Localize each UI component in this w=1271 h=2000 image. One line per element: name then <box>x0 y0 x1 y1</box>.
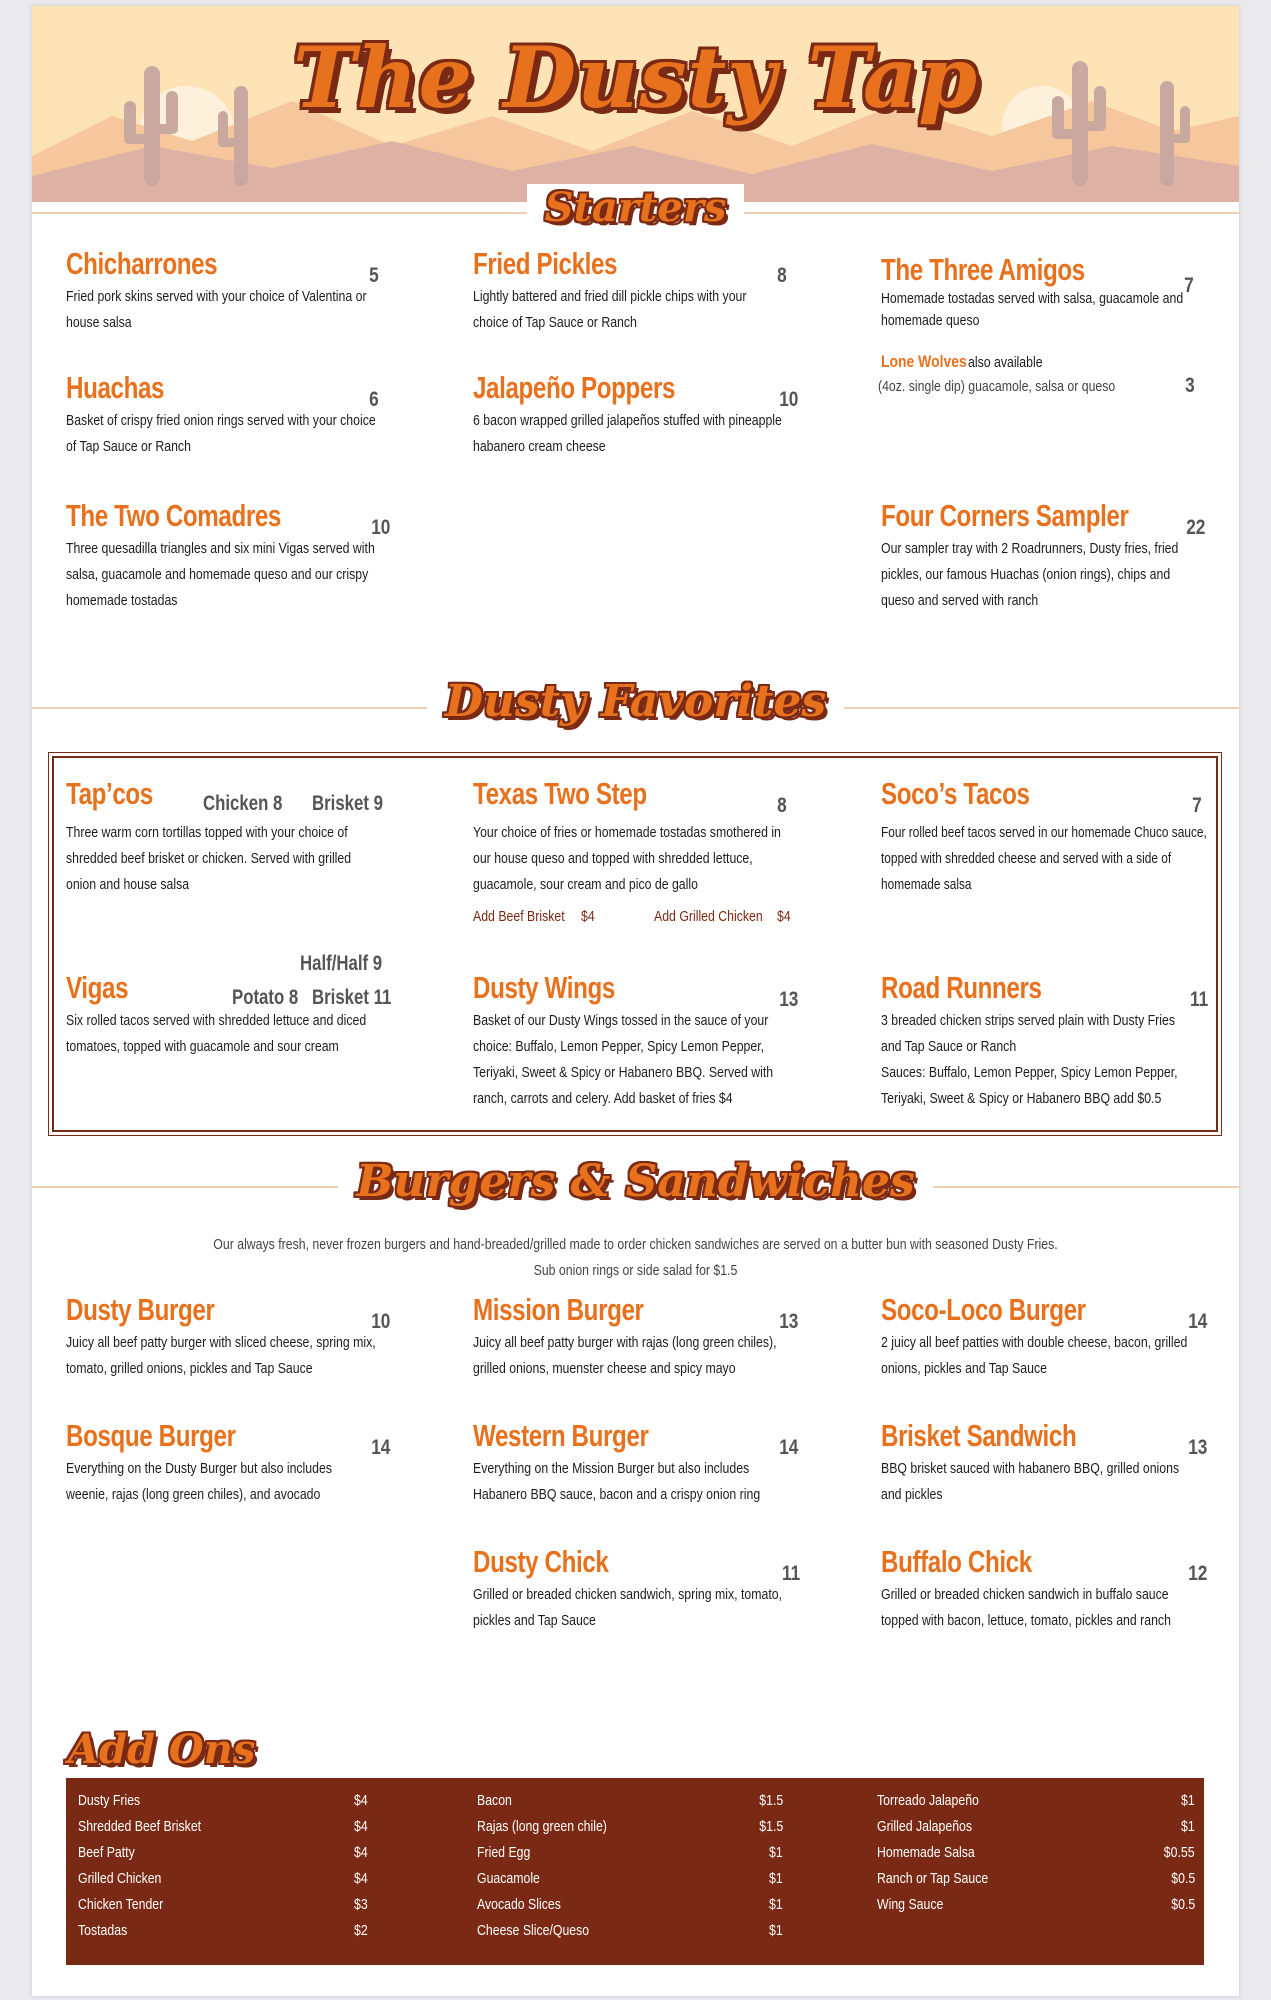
item-price: 10 <box>371 516 391 539</box>
item-description: Everything on the Mission Burger but also includes Habanero BBQ sauce, bacon and a crispy onion ring <box>473 1460 761 1503</box>
menu-item-buffalo-chick <box>881 1544 1201 1634</box>
item-price: 13 <box>779 1310 799 1333</box>
item-price: 14 <box>371 1436 391 1459</box>
addon-price: $0.5 <box>1171 1870 1195 1887</box>
addon-row <box>877 1896 1195 1922</box>
item-price: 8 <box>777 264 787 287</box>
addon-row <box>877 1818 1195 1844</box>
item-name: The Three Amigos <box>881 252 1085 287</box>
section-title-addons: Add Ons <box>68 1726 256 1773</box>
addon-name: Wing Sauce <box>877 1896 944 1913</box>
addon-name: Grilled Jalapeños <box>877 1818 973 1835</box>
add-label: Add <box>473 908 495 925</box>
burgers-note-line2: Sub onion rings or side salad for $1.5 <box>533 1262 738 1279</box>
item-price: 3 <box>1185 374 1195 397</box>
addon-name: Fried Egg <box>477 1844 531 1861</box>
item-description: 6 bacon wrapped grilled jalapeños stuffed with pineapple habanero cream cheese <box>473 412 782 455</box>
menu-item-dusty-chick <box>473 1544 793 1634</box>
addon-name: Torreado Jalapeño <box>877 1792 979 1809</box>
option-brisket: Brisket 11 <box>312 986 392 1009</box>
item-price: 11 <box>781 1562 801 1585</box>
item-description: Lightly battered and fried dill pickle chips with your choice of Tap Sauce or Ranch <box>473 288 747 331</box>
addon-price: $4 <box>777 908 791 925</box>
option-chicken: Chicken 8 <box>203 792 283 815</box>
item-name: Tap’cos <box>66 776 153 811</box>
item-description: Fried pork skins served with your choice of Valentina or house salsa <box>66 288 367 331</box>
addons-table <box>66 1778 1204 1965</box>
addon-price: $1 <box>1181 1818 1195 1835</box>
item-price: 6 <box>369 388 379 411</box>
addon-price: $4 <box>354 1870 368 1887</box>
item-name: Buffalo Chick <box>881 1544 1032 1579</box>
item-price: 14 <box>779 1436 799 1459</box>
item-name: Bosque Burger <box>66 1418 236 1453</box>
section-header-starters <box>32 184 1239 244</box>
addon-price: $1 <box>769 1844 783 1861</box>
section-title-burgers: Burgers & Sandwiches <box>338 1156 933 1207</box>
addon-price: $1 <box>769 1870 783 1887</box>
menu-page <box>32 6 1239 1996</box>
item-price: 13 <box>779 988 799 1011</box>
item-name: Mission Burger <box>473 1292 644 1327</box>
addon-price: $1 <box>769 1896 783 1913</box>
item-name: Western Burger <box>473 1418 649 1453</box>
item-description: Your choice of fries or homemade tostadas smothered in our house queso and topped with shredded lettuce, guacamole, sour cream and pico de gallo <box>473 824 781 893</box>
addon-name: Homemade Salsa <box>877 1844 975 1861</box>
addon-row <box>78 1792 368 1818</box>
item-description: Three warm corn tortillas topped with your choice of shredded beef brisket or chicken. Served with grilled onion and house salsa <box>66 824 352 893</box>
burgers-note-line1: Our always fresh, never frozen burgers and hand-breaded/grilled made to order chicken sandwiches are served on a butter bun with seasoned Dusty Fries. <box>213 1236 1058 1253</box>
item-name: Road Runners <box>881 970 1042 1005</box>
section-title-favorites: Dusty Favorites <box>427 676 844 727</box>
item-name: Soco-Loco Burger <box>881 1292 1086 1327</box>
addon-row <box>78 1896 368 1922</box>
menu-item-huachas <box>66 370 386 460</box>
item-description: Grilled or breaded chicken sandwich in buffalo sauce topped with bacon, lettuce, tomato, pickles and ranch <box>881 1586 1171 1629</box>
menu-item-four-corners-sampler <box>881 498 1201 614</box>
item-description: Juicy all beef patty burger with sliced cheese, spring mix, tomato, grilled onions, pickles and Tap Sauce <box>66 1334 376 1377</box>
addons-column-3 <box>877 1792 1195 1922</box>
item-description: 2 juicy all beef patties with double cheese, bacon, grilled onions, pickles and Tap Sauce <box>881 1334 1188 1377</box>
menu-item-fried-pickles <box>473 246 793 336</box>
addon-price: $2 <box>354 1922 368 1939</box>
item-price: 10 <box>371 1310 391 1333</box>
item-price: 8 <box>777 794 787 817</box>
addon-row <box>477 1844 783 1870</box>
menu-item-jalapeno-poppers <box>473 370 793 460</box>
addon-row <box>877 1844 1195 1870</box>
item-name: Fried Pickles <box>473 246 618 281</box>
item-name: Dusty Burger <box>66 1292 215 1327</box>
item-description: Basket of crispy fried onion rings served with your choice of Tap Sauce or Ranch <box>66 412 376 455</box>
addon-price: $4 <box>354 1792 368 1809</box>
item-name: Soco’s Tacos <box>881 776 1030 811</box>
item-description: Our sampler tray with 2 Roadrunners, Dusty fries, fried pickles, our famous Huachas (onion rings), chips and queso and served with ranch <box>881 540 1179 609</box>
item-description: BBQ brisket sauced with habanero BBQ, grilled onions and pickles <box>881 1460 1180 1503</box>
addon-name: Rajas (long green chile) <box>477 1818 607 1835</box>
item-description: Four rolled beef tacos served in our homemade Chuco sauce, topped with shredded cheese and served with a side of homemade salsa <box>881 825 1207 893</box>
item-name: Dusty Wings <box>473 970 615 1005</box>
header-banner <box>32 6 1239 206</box>
addon-row <box>78 1818 368 1844</box>
item-name: Jalapeño Poppers <box>473 370 676 405</box>
menu-item-chicharrones <box>66 246 386 336</box>
addon-row <box>477 1922 783 1948</box>
item-price: 5 <box>369 264 379 287</box>
addon-row <box>477 1818 783 1844</box>
item-description: Everything on the Dusty Burger but also includes weenie, rajas (long green chiles), and avocado <box>66 1460 332 1503</box>
addon-row <box>477 1896 783 1922</box>
addons-column-1 <box>78 1792 368 1948</box>
option-brisket: Brisket 9 <box>312 792 383 815</box>
add-item: Grilled Chicken <box>679 908 763 925</box>
addon-price: $1 <box>1181 1792 1195 1809</box>
addon-beef-brisket <box>473 908 565 925</box>
add-item: Beef Brisket <box>498 908 565 925</box>
menu-item-two-comadres <box>66 498 386 614</box>
item-description: Juicy all beef patty burger with rajas (long green chiles), grilled onions, muenster cheese and spicy mayo <box>473 1334 777 1377</box>
menu-item-bosque-burger <box>66 1418 386 1508</box>
addon-name: Shredded Beef Brisket <box>78 1818 202 1835</box>
item-description: Grilled or breaded chicken sandwich, spring mix, tomato, pickles and Tap Sauce <box>473 1586 783 1629</box>
item-name: Texas Two Step <box>473 776 647 811</box>
item-name: Four Corners Sampler <box>881 498 1129 533</box>
addon-row <box>78 1870 368 1896</box>
addon-price: $4 <box>354 1844 368 1861</box>
lone-wolves-label: Lone Wolves <box>881 352 967 371</box>
addon-price: $3 <box>354 1896 368 1913</box>
addon-grilled-chicken <box>654 908 763 925</box>
section-header-favorites <box>32 676 1239 736</box>
addon-row <box>477 1870 783 1896</box>
lone-wolves-note: also available <box>968 354 1043 371</box>
addon-row <box>477 1792 783 1818</box>
addon-name: Avocado Slices <box>477 1896 561 1913</box>
addon-name: Bacon <box>477 1792 512 1809</box>
menu-item-soco-loco-burger <box>881 1292 1201 1382</box>
item-price: 22 <box>1186 516 1206 539</box>
item-name: Chicharrones <box>66 246 218 281</box>
item-name: Vigas <box>66 970 129 1005</box>
addon-price: $1.5 <box>759 1818 783 1835</box>
addon-price: $0.55 <box>1164 1844 1195 1861</box>
item-price: 11 <box>1189 988 1209 1011</box>
addon-price: $0.5 <box>1171 1896 1195 1913</box>
menu-item-dusty-wings <box>473 970 793 1112</box>
add-label: Add <box>654 908 676 925</box>
addon-name: Cheese Slice/Queso <box>477 1922 590 1939</box>
item-name: The Two Comadres <box>66 498 281 533</box>
menu-item-texas-two-step <box>473 776 793 898</box>
addon-name: Beef Patty <box>78 1844 135 1861</box>
addon-row <box>877 1870 1195 1896</box>
item-price: 13 <box>1188 1436 1208 1459</box>
item-price: 7 <box>1184 274 1194 297</box>
addon-price: $1.5 <box>759 1792 783 1809</box>
addon-name: Dusty Fries <box>78 1792 141 1809</box>
addon-name: Ranch or Tap Sauce <box>877 1870 989 1887</box>
item-name: Dusty Chick <box>473 1544 609 1579</box>
item-description: Homemade tostadas served with salsa, guacamole and homemade queso <box>881 290 1184 329</box>
item-description: Basket of our Dusty Wings tossed in the sauce of your choice: Buffalo, Lemon Pepper, Spicy Lemon Pepper, Teriyaki, Sweet & Spicy or Habanero BBQ. Served with ranch, carrots and celery. Add basket of fries $4 <box>473 1012 774 1107</box>
lone-wolves-detail: (4oz. single dip) guacamole, salsa or queso <box>878 378 1116 395</box>
menu-item-western-burger <box>473 1418 793 1508</box>
addon-price: $1 <box>769 1922 783 1939</box>
restaurant-title: The Dusty Tap <box>293 28 978 127</box>
option-potato: Potato 8 <box>232 986 299 1009</box>
addon-name: Grilled Chicken <box>78 1870 162 1887</box>
item-price: 12 <box>1188 1562 1208 1585</box>
item-description: 3 breaded chicken strips served plain with Dusty Fries and Tap Sauce or Ranch <box>881 1012 1175 1055</box>
section-title-starters: Starters <box>527 184 745 231</box>
addon-row <box>78 1922 368 1948</box>
item-description: Three quesadilla triangles and six mini Vigas served with salsa, guacamole and homemade queso and our crispy homemade tostadas <box>66 540 375 609</box>
item-description: Six rolled tacos served with shredded lettuce and diced tomatoes, topped with guacamole and sour cream <box>66 1012 367 1055</box>
addon-price: $4 <box>581 908 595 925</box>
addon-name: Guacamole <box>477 1870 540 1887</box>
section-header-burgers <box>32 1156 1239 1216</box>
menu-item-mission-burger <box>473 1292 793 1382</box>
menu-item-vigas <box>66 970 386 1060</box>
menu-item-road-runners <box>881 970 1201 1112</box>
menu-item-brisket-sandwich <box>881 1418 1201 1508</box>
addon-row <box>78 1844 368 1870</box>
item-price: 7 <box>1192 794 1202 817</box>
addons-column-2 <box>477 1792 783 1948</box>
addon-row <box>877 1792 1195 1818</box>
addon-price: $4 <box>354 1818 368 1835</box>
menu-item-three-amigos <box>881 252 1201 332</box>
option-half-half: Half/Half 9 <box>300 952 383 975</box>
addon-name: Tostadas <box>78 1922 128 1939</box>
item-sauces: Sauces: Buffalo, Lemon Pepper, Spicy Lemon Pepper, Teriyaki, Sweet & Spicy or Habanero BBQ add $0.5 <box>881 1064 1178 1107</box>
item-name: Huachas <box>66 370 165 405</box>
burgers-note <box>32 1232 1239 1284</box>
menu-item-socos-tacos <box>881 776 1207 898</box>
item-price: 10 <box>779 388 799 411</box>
item-price: 14 <box>1188 1310 1208 1333</box>
menu-item-dusty-burger <box>66 1292 386 1382</box>
item-name: Brisket Sandwich <box>881 1418 1077 1453</box>
addon-name: Chicken Tender <box>78 1896 164 1913</box>
